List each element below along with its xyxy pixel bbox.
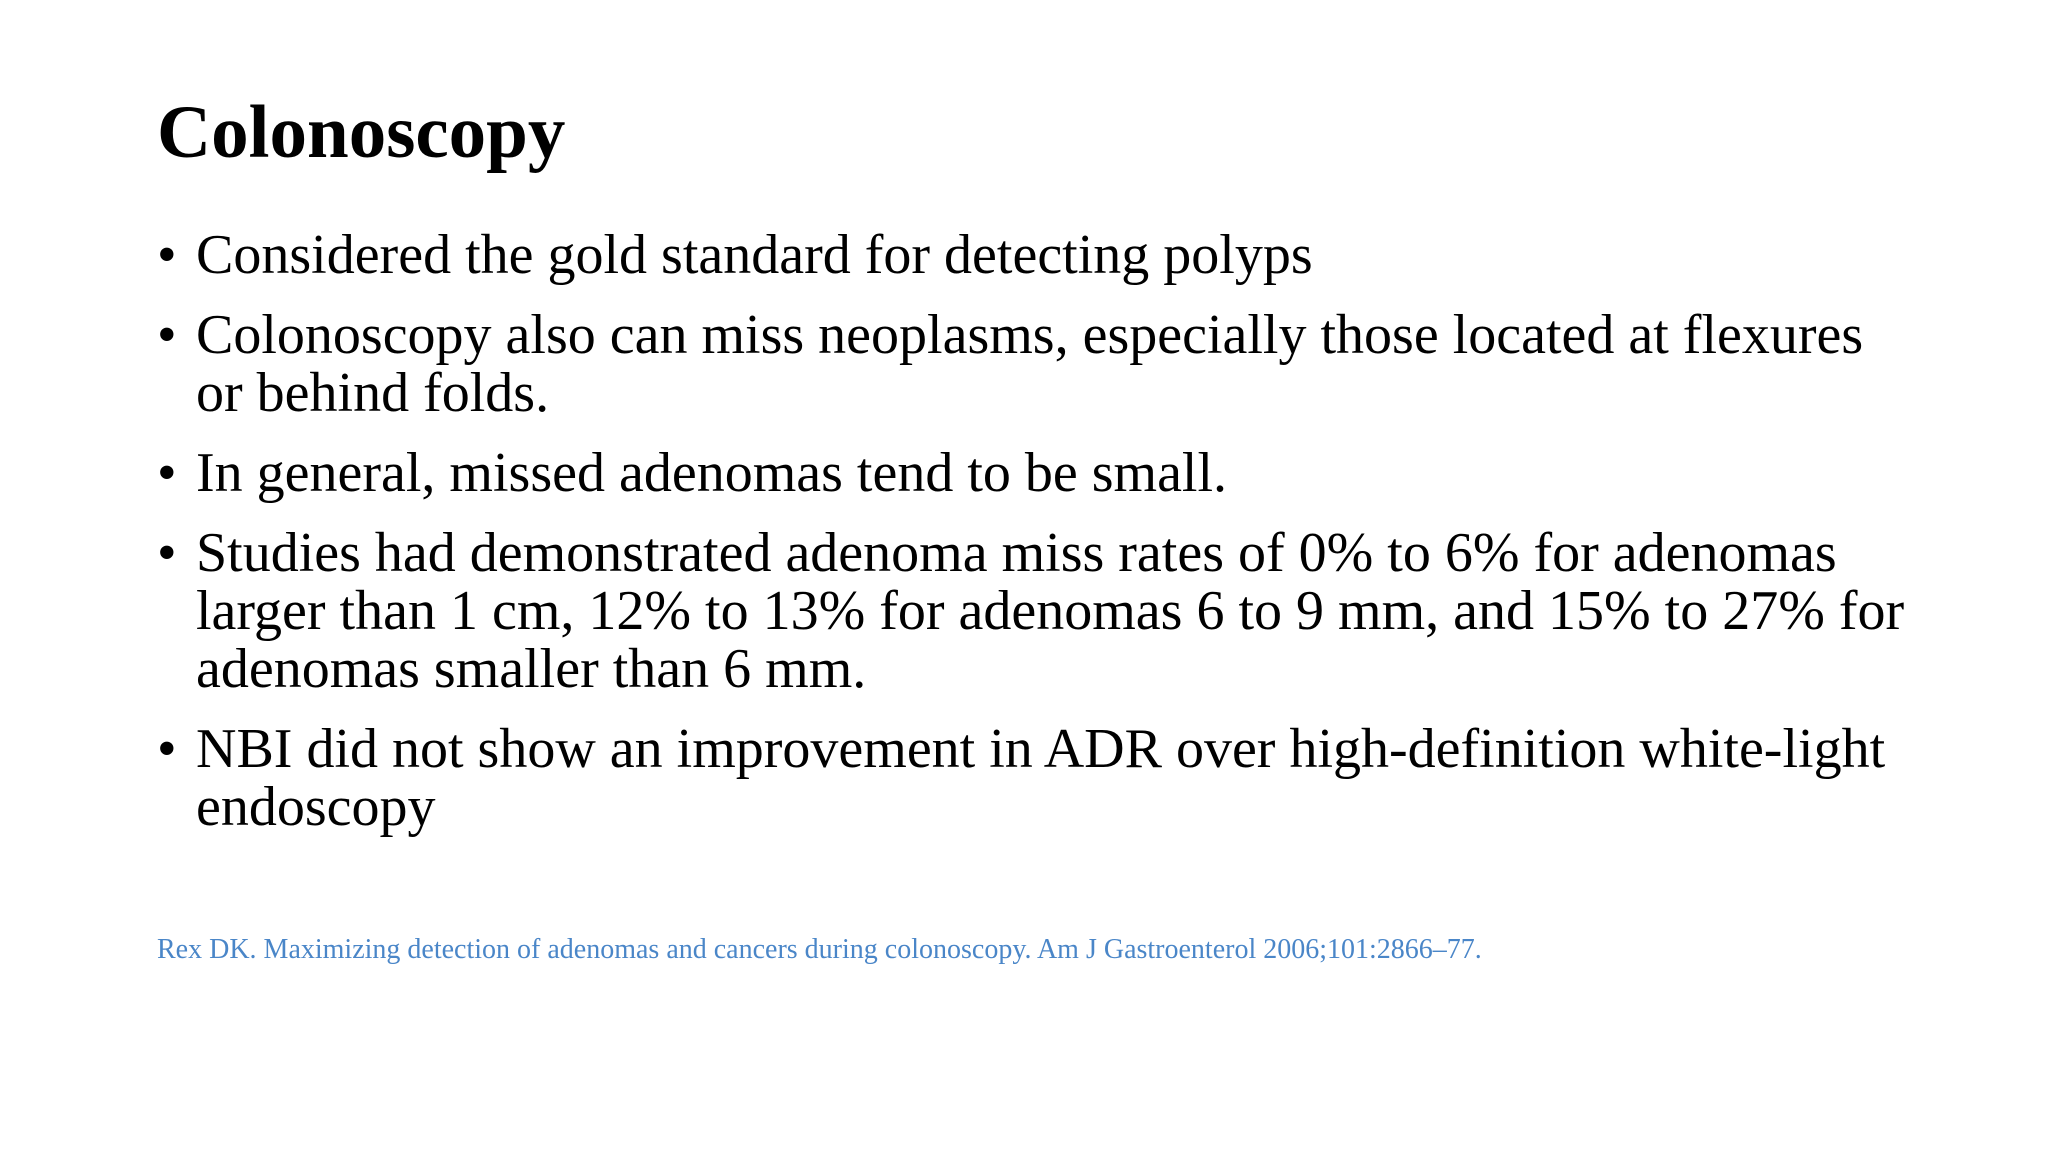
bullet-item-gold-standard: • Considered the gold standard for detecting polyps: [157, 226, 1917, 284]
bullet-item-nbi: • NBI did not show an improvement in ADR over high-definition white-light endoscopy: [157, 720, 1917, 836]
bullet-item-small-adenomas: • In general, missed adenomas tend to be small.: [157, 444, 1917, 502]
bullet-item-missed-neoplasms: • Colonoscopy also can miss neoplasms, especially those located at flexures or behind folds.: [157, 306, 1917, 422]
citation-reference: Rex DK. Maximizing detection of adenomas and cancers during colonoscopy. Am J Gastroenterol 2006;101:2866–77.: [157, 934, 1482, 965]
slide-title: Colonoscopy: [157, 91, 566, 174]
bullet-item-miss-rates: • Studies had demonstrated adenoma miss rates of 0% to 6% for adenomas larger than 1 cm, 12% to 13% for adenomas 6 to 9 mm, and 15% to 27% for adenomas smaller than 6 mm.: [157, 524, 1917, 698]
bullet-list: [157, 226, 1917, 858]
